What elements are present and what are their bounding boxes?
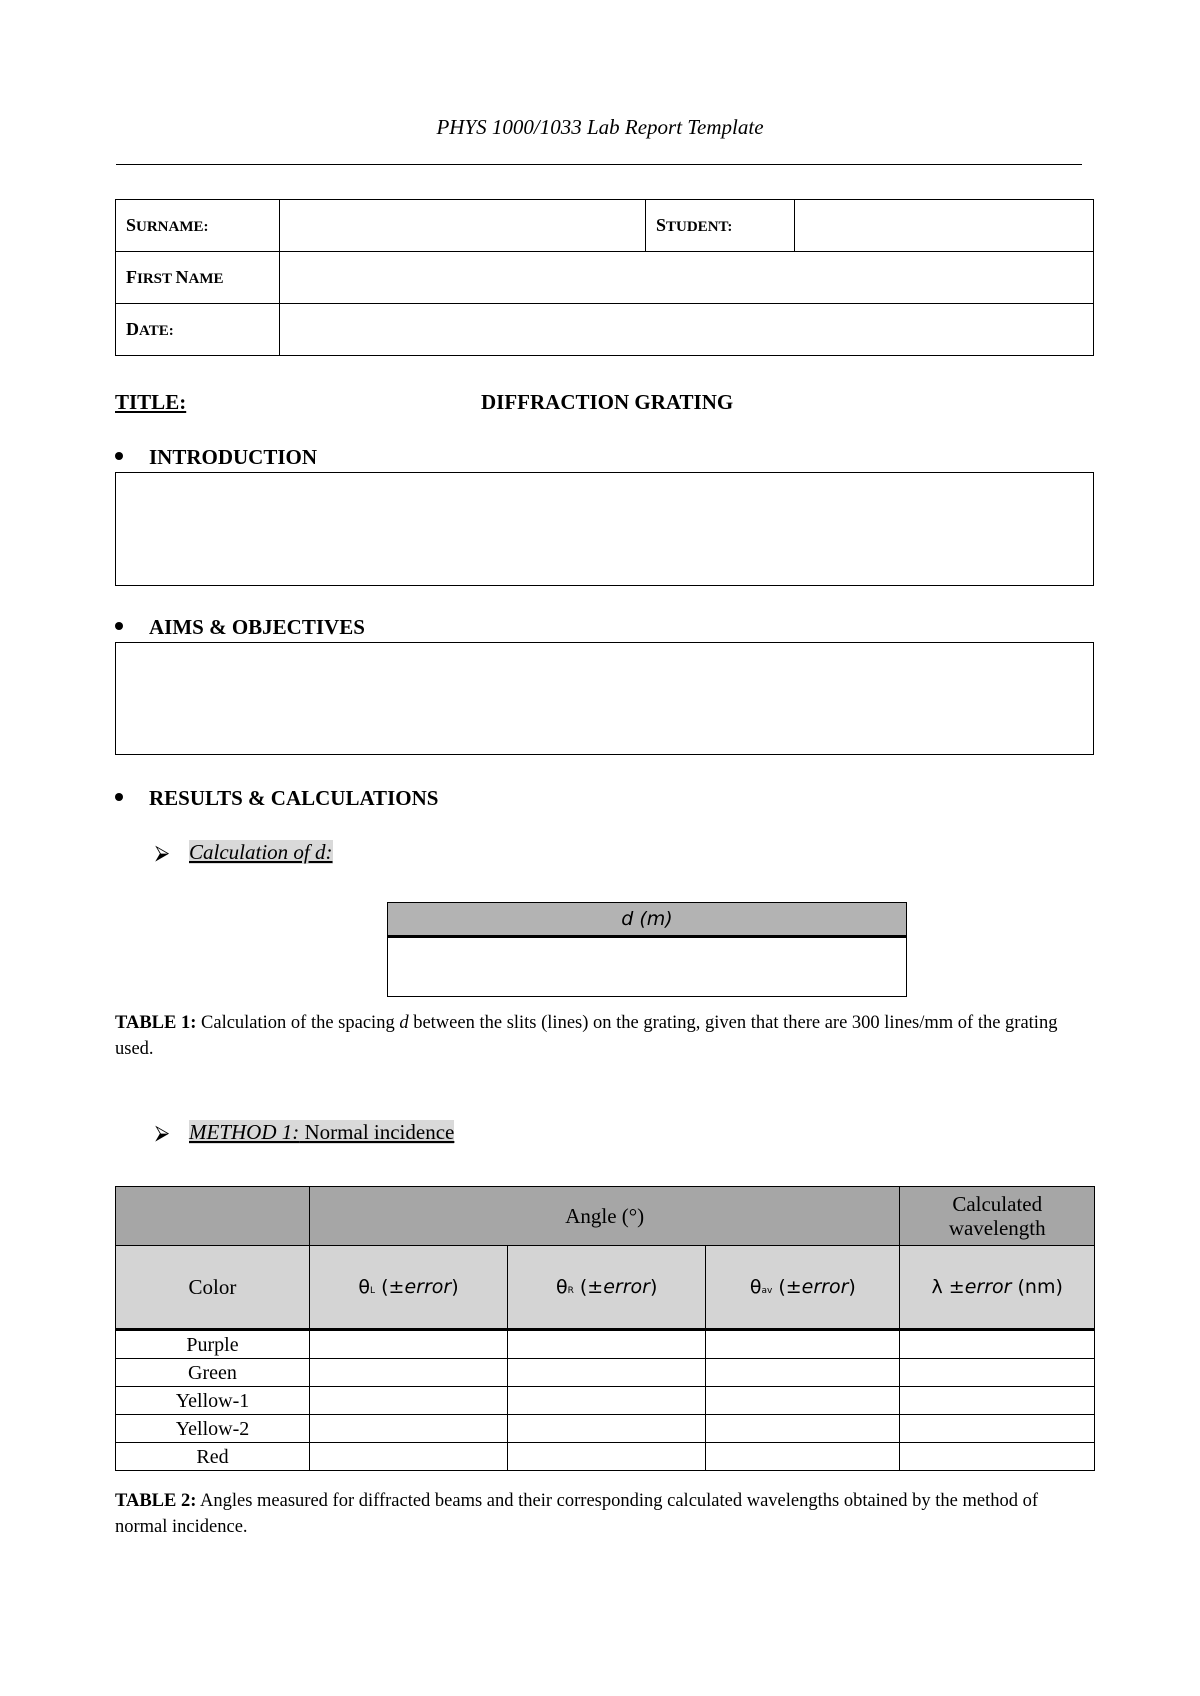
row-color-label: Yellow-2 — [116, 1415, 310, 1443]
d-table-header: d (m) — [388, 903, 907, 937]
lambda-header: λ ±error (nm) — [900, 1246, 1095, 1330]
lambda-cell[interactable] — [900, 1443, 1095, 1471]
theta-l-cell[interactable] — [309, 1330, 507, 1359]
row-color-label: Purple — [116, 1330, 310, 1359]
theta-l-cell[interactable] — [309, 1415, 507, 1443]
table2-caption: TABLE 2: Angles measured for diffracted beams and their corresponding calculated wavelengths obtained by the method of normal incidence. — [115, 1491, 1039, 1537]
angle-header: Angle (°) — [309, 1187, 899, 1246]
d-value-cell[interactable] — [388, 937, 907, 997]
theta-r-header: θR (±error) — [508, 1246, 706, 1330]
date-label: DATE: — [116, 304, 280, 356]
row-color-label: Red — [116, 1443, 310, 1471]
results-table — [115, 1186, 1095, 1471]
calc-d-heading: ⮚ Calculation of d: — [155, 840, 333, 864]
theta-av-header: θav (±error) — [706, 1246, 900, 1330]
blank-header-cell — [116, 1187, 310, 1246]
theta-l-header: θL (±error) — [309, 1246, 507, 1330]
theta-l-cell[interactable] — [309, 1359, 507, 1387]
theta-av-cell[interactable] — [706, 1443, 900, 1471]
color-column-header: Color — [116, 1246, 310, 1330]
date-field[interactable] — [280, 304, 1094, 356]
title-value: DIFFRACTION GRATING — [481, 390, 734, 414]
theta-l-cell[interactable] — [309, 1387, 507, 1415]
firstname-label: FIRST NAME — [116, 252, 280, 304]
table1-caption: TABLE 1: Calculation of the spacing d between the slits (lines) on the grating, given that there are 300 lines/mm of the grating used. — [115, 1013, 1058, 1059]
introduction-heading: INTRODUCTION — [115, 445, 317, 470]
theta-r-cell[interactable] — [508, 1415, 706, 1443]
table-row — [116, 1387, 1095, 1415]
firstname-field[interactable] — [280, 252, 1094, 304]
student-label: STUDENT: — [646, 200, 795, 252]
theta-r-cell[interactable] — [508, 1387, 706, 1415]
header-rule — [116, 164, 1082, 165]
theta-av-cell[interactable] — [706, 1359, 900, 1387]
theta-av-cell[interactable] — [706, 1387, 900, 1415]
lambda-cell[interactable] — [900, 1359, 1095, 1387]
aims-heading: AIMS & OBJECTIVES — [115, 615, 365, 640]
table-row — [116, 1443, 1095, 1471]
lambda-cell[interactable] — [900, 1387, 1095, 1415]
d-table — [387, 902, 907, 997]
title-label: TITLE: — [115, 390, 187, 414]
aims-box[interactable] — [115, 642, 1094, 755]
method1-heading: ⮚ METHOD 1: Normal incidence — [155, 1120, 455, 1144]
bullet-icon — [115, 793, 123, 801]
table-row — [116, 1415, 1095, 1443]
surname-field[interactable] — [280, 200, 646, 252]
row-color-label: Green — [116, 1359, 310, 1387]
bullet-icon — [115, 622, 123, 630]
lambda-cell[interactable] — [900, 1415, 1095, 1443]
results-heading: RESULTS & CALCULATIONS — [115, 786, 438, 811]
bullet-icon — [115, 452, 123, 460]
student-info-table — [115, 199, 1094, 356]
student-field[interactable] — [795, 200, 1094, 252]
lambda-cell[interactable] — [900, 1330, 1095, 1359]
table-row — [116, 1359, 1095, 1387]
row-color-label: Yellow-1 — [116, 1387, 310, 1415]
theta-l-cell[interactable] — [309, 1443, 507, 1471]
theta-av-cell[interactable] — [706, 1415, 900, 1443]
theta-r-cell[interactable] — [508, 1359, 706, 1387]
arrow-bullet-icon: ⮚ — [155, 1122, 170, 1144]
introduction-box[interactable] — [115, 472, 1094, 586]
header-title: PHYS 1000/1033 Lab Report Template — [436, 115, 764, 139]
surname-label: SURNAME: — [116, 200, 280, 252]
theta-r-cell[interactable] — [508, 1330, 706, 1359]
theta-r-cell[interactable] — [508, 1443, 706, 1471]
arrow-bullet-icon: ⮚ — [155, 842, 170, 864]
calc-wavelength-header: Calculated wavelength — [900, 1187, 1095, 1246]
theta-av-cell[interactable] — [706, 1330, 900, 1359]
table-row — [116, 1330, 1095, 1359]
